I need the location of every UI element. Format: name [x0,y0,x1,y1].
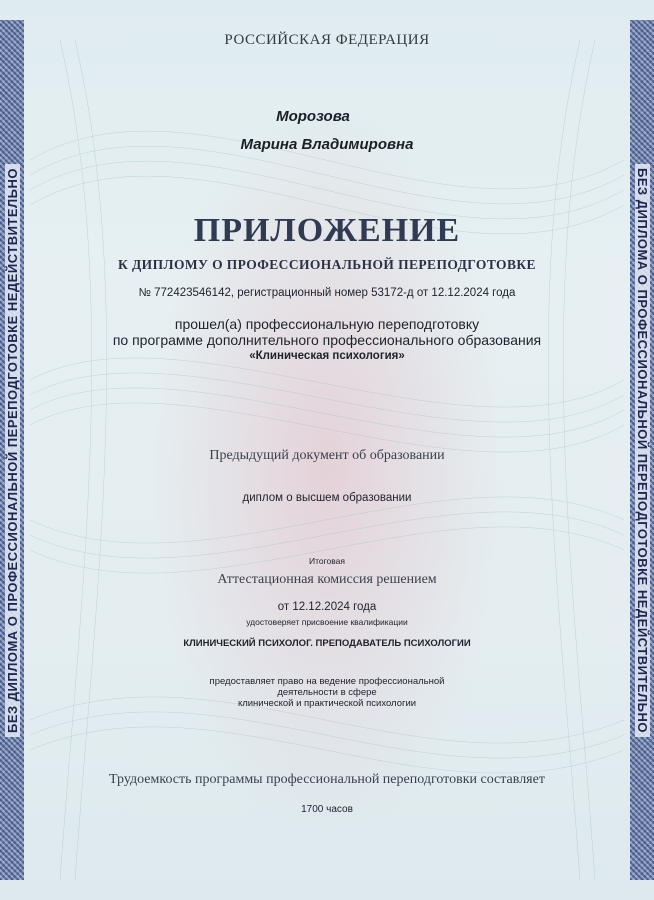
decision-date: от 12.12.2024 года [277,601,377,613]
workload-hours: 1700 часов [301,804,353,815]
document-subtitle: К ДИПЛОМУ О ПРОФЕССИОНАЛЬНОЙ ПЕРЕПОДГОТОВКЕ [118,257,536,272]
right-border-text: БЕЗ ДИПЛОМА О ПРОФЕССИОНАЛЬНОЙ ПЕРЕПОДГОТОВКЕ НЕДЕЙСТВИТЕЛЬНО [635,163,650,736]
final-label: Итоговая [308,556,346,566]
holder-given-names: Марина Владимировна [240,136,414,153]
certifies-label: удостоверяет присвоение квалификации [246,617,408,627]
left-border-text: БЕЗ ДИПЛОМА О ПРОФЕССИОНАЛЬНОЙ ПЕРЕПОДГОТОВКЕ НЕДЕЙСТВИТЕЛЬНО [5,163,20,736]
previous-document-label: Предыдущий документ об образовании [209,448,445,463]
rights-line-1: предоставляет право на ведение профессиональной [209,676,445,687]
holder-surname: Морозова [276,108,350,125]
registration-number: № 772423546142, регистрационный номер 53172-д от 12.12.2024 года [138,287,516,299]
workload-label: Трудоемкость программы профессиональной переподготовки составляет [109,772,545,787]
program-line: по программе дополнительного профессионального образования [112,332,542,348]
commission-label: Аттестационная комиссия решением [217,572,437,587]
rights-line-3: клинической и практической психологии [237,698,417,709]
passed-retraining: прошел(а) профессиональную переподготовку [174,316,480,332]
qualification: КЛИНИЧЕСКИЙ ПСИХОЛОГ. ПРЕПОДАВАТЕЛЬ ПСИХОЛОГИИ [183,638,471,649]
document-title: ПРИЛОЖЕНИЕ [193,212,461,249]
rights-line-2: деятельности в сфере [277,687,377,698]
country-header: РОССИЙСКАЯ ФЕДЕРАЦИЯ [224,32,430,48]
previous-document-value: диплом о высшем образовании [242,492,412,504]
program-name: «Клиническая психология» [249,350,405,362]
